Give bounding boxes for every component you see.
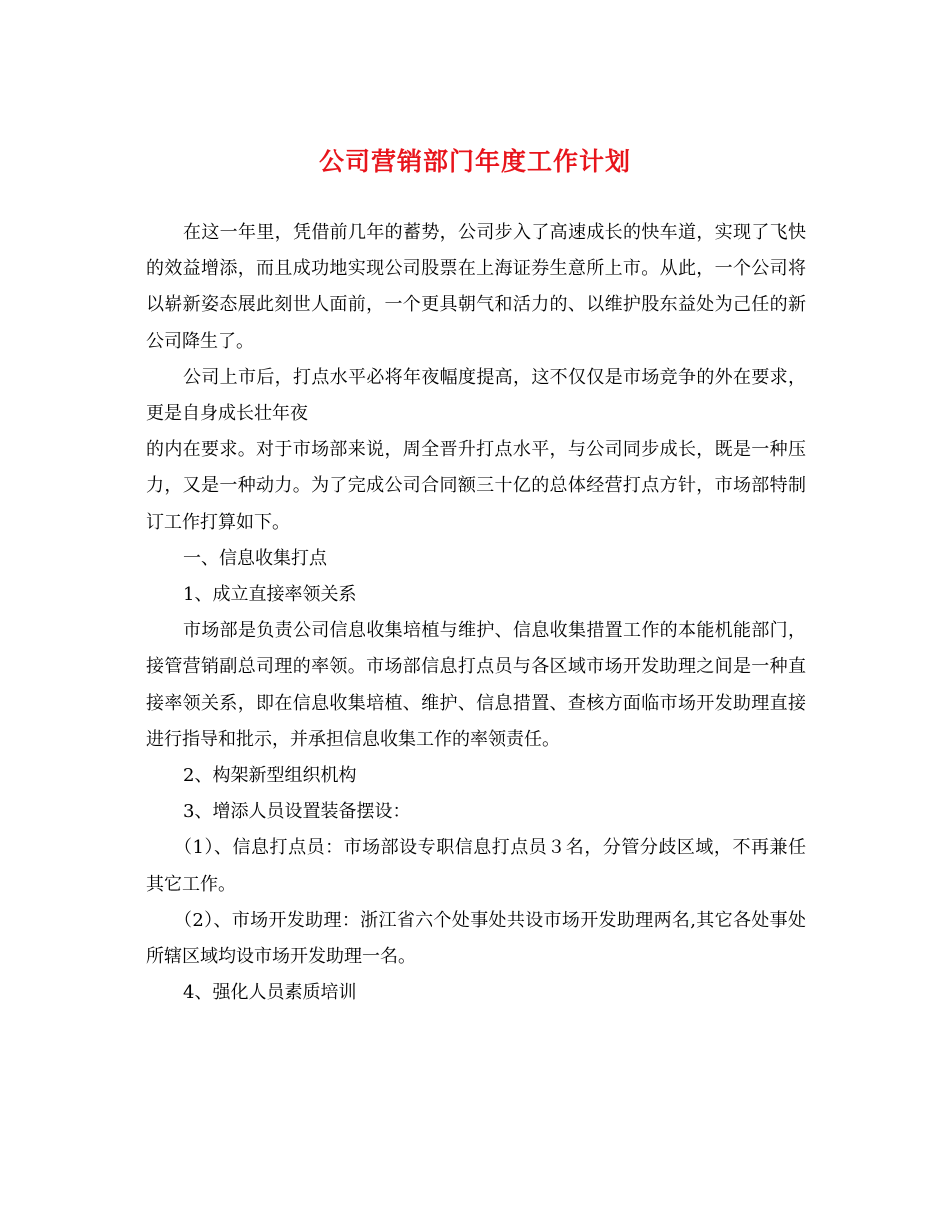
document-body	[146, 215, 806, 1011]
paragraph-intro: 在这一年里，凭借前几年的蓄势，公司步入了高速成长的快车道，实现了飞快的效益增添，而且成功地实现公司股票在上海证券生意所上市。从此，一个公司将以崭新姿态展此刻世人面前，一个更具朝气和活力的、以维护股东益处为己任的新公司降生了。	[146, 222, 806, 352]
paragraph-requirements: 的内在要求。对于市场部来说，周全晋升打点水平，与公司同步成长，既是一种压力，又是一种动力。为了完成公司合同额三十亿的总体经营打点方针，市场部特制订工作打算如下。	[146, 439, 806, 533]
subitem-info-manager: （1）、信息打点员：市场部设专职信息打点员３名，分管分歧区域，不再兼任其它工作。	[146, 837, 806, 895]
document-title: 公司营销部门年度工作计划	[318, 147, 631, 176]
section-heading-info-management: 一、信息收集打点	[183, 547, 327, 569]
paragraph-listing: 公司上市后，打点水平必将年夜幅度提高，这不仅仅是市场竞争的外在要求，更是自身成长壮年夜	[146, 366, 806, 425]
item-staffing: 3、增添人员设置装备摆设：	[183, 801, 411, 823]
subitem-market-assistant: （2）、市场开发助理：浙江省六个处事处共设市场开发助理两名,其它各处事处所辖区域均设市场开发助理一名。	[146, 909, 806, 968]
paragraph-market-dept: 市场部是负责公司信息收集培植与维护、信息收集措置工作的本能机能部门，接管营销副总司理的率领。市场部信息打点员与各区域市场开发助理之间是一种直接率领关系，即在信息收集培植、维护、信息措置、查核方面临市场开发助理直接进行指导和批示，并承担信息收集工作的率领责任。	[146, 620, 806, 750]
item-training: 4、强化人员素质培训	[183, 982, 357, 1004]
item-leadership-relation: 1、成立直接率领关系	[183, 584, 357, 606]
item-organization: 2、构架新型组织机构	[183, 765, 357, 787]
